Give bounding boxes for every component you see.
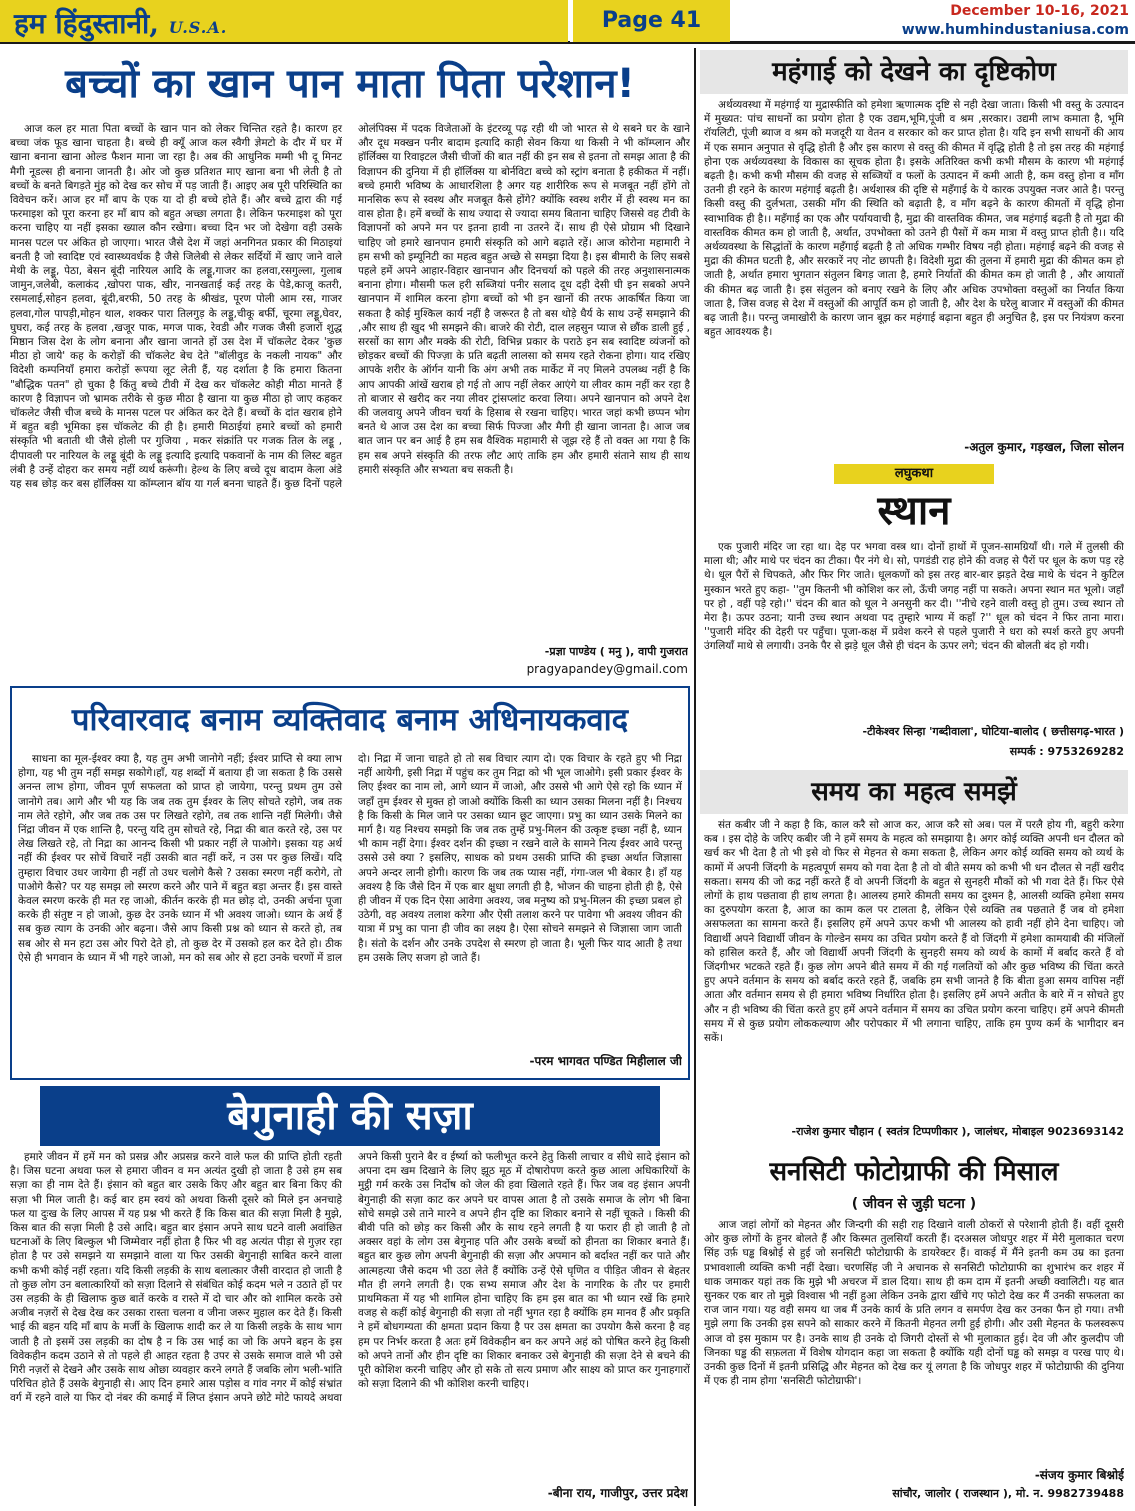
article-author: -टीकेश्वर सिन्हा 'गब्दीवाला', घोटिया-बालोद ( छत्तीसगढ़-भारत ) — [862, 725, 1124, 738]
article-author: -परम भागवत पण्डित मिहीलाल जी — [529, 1054, 682, 1068]
author-contact: सम्पर्क : 9753269282 — [1009, 745, 1124, 758]
article-title: समय का महत्व समझें — [700, 770, 1128, 814]
author-email[interactable]: pragyapandey@gmail.com — [526, 662, 688, 676]
article-text: हमारे जीवन में हमें मन को प्रसन्न और अप्रसन्न करने वाले फल की प्राप्ति होती रहती है। जिस घटना अथवा फल से हमारा जीवन व मन अत्यंत दुखी हो जाता है उसे हम सब सज़ा का ही नाम देते हैं। इंसान को बहुत बार उसके किए और बहुत बार बिना किए की सज़ा भी मिल जाती है। कई बार हम स्वयं को अथवा किसी दूसरे को मिले इन अनचाहे फल या दुःख के लिए आपस में यह प्रश्न भी करते हैं कि किस बात की सज़ा मिली है मुझे, किस बात की सज़ा मिली है उसे आदि। बहुत बार इंसान अपने साथ घटने वाली अवांछित घटनाओं के लिए बिल्कुल भी जिम्मेवार नहीं होता है फिर भी वह अत्यंत पीड़ा से गुज़र रहा होता है पर उसे समझने या समझाने वाला या फिर उसकी बेगुनाही साबित करने वाला कभी कभी कोई नहीं रहता। यदि किसी लड़की के साथ बलात्कार जैसी वारदात हो जाती है तो कुछ लोग उन बलात्कारियों को सज़ा दिलाने से संबंधित कोई कदम भले न उठाते हों पर उस लड़की के ही खिलाफ कुछ बातें करके व रास्ते में दो चार और को शामिल करके उसे अजीब नज़रों से देख देख कर उसका रास्ता चलना व जीना जरूर मुहाल कर देते हैं। किसी भाई की बहन यदि माँ बाप के मर्जी के खिलाफ शादी कर ले या किसी लड़के के साथ भाग जाती है तो इसमें उस लड़की का दोष है न कि उस भाई का जो कि अपने बहन के इस विवेकहीन कदम उठाने से तो पहले ही आहत रहता है उपर से उसके समाज वाले भी उसे गिरी नज़रों से देखने और उसके साथ ओछा व्यवहार करने लगते हैं जबकि लोग भली-भांति परिचित होते हैं उसके बेगुनाही से। आए दिन हमारे आस पड़ोस व गांव नगर में कोई संभ्रांत वर्ग में रहने वाले या फिर दो नंबर की कमाई में लिप्त इंसान अपने छोटे मोटे फायदे अथवा अपने किसी पुराने बैर व ईर्ष्या को फलीभूत करने हेतु किसी लाचार व सीधे सादे इंसान को अपना दम खम दिखाने के लिए झूठ मूठ में दोषारोपण करते कुछ आला अधिकारियों के मुट्ठी गर्म करके उस निर्दोष को जेल की हवा खिलाते रहते हैं। फिर जब वह इंसान अपनी बेगुनाही की सज़ा काट कर अपने घर वापस आता है तो उसके समाज के लोग भी बिना सोचे समझे उसे ताने मारने व अपने हीन दृष्टि का शिकार बनाने से नहीं चूकते । किसी की बीवी पति को छोड़ कर किसी और के साथ रहने लगती है या फरार ही हो जाती है तो अक्सर वहां के लोग उस बेगुनाह पति और उसके बच्चों को हीनता का शिकार बनाते हैं। बहुत बार कुछ लोग अपनी बेगुनाही की सज़ा और अपमान को बर्दाश्त नहीं कर पाते और आत्महत्या जैसे कदम भी उठा लेते हैं क्योंकि उन्हें ऐसे घृणित व पीड़ित जीवन से बेहतर मौत ही लगने लगती है। एक सभ्य समाज और देश के नागरिक के तौर पर हमारी प्राथमिकता में यह भी शामिल होना चाहिए कि हम इस बात का भी ध्यान रखें कि हमारे वजह से कहीं कोई बेगुनाही की सज़ा तो नहीं भुगत रहा है क्योंकि हम मानव हैं और प्रकृति ने हमें बोधगम्यता की क्षमता प्रदान किया है पर उस क्षमता का उपयोग कैसे करना है वह हम पर निर्भर करता है अतः हमें विवेकहीन बन कर अपने अहं को पोषित करने हेतु किसी को अपने तानों और हीन दृष्टि का शिकार बनाकर उसे बेगुनाही की सज़ा देने से बचने की पूरी कोशिश करनी चाहिए और हो सके तो सत्य प्रमाण और साक्ष्य को प्राप्त कर गुनाहगारों को सज़ा दिलाने की भी कोशिश करनी चाहिए। — [10, 1151, 690, 1405]
article-title: बच्चों का खान पान माता पिता परेशान! — [65, 61, 635, 107]
article-text: साधना का मूल-ईश्वर क्या है, यह तुम अभी जानोगे नहीं; ईश्वर प्राप्ति से क्या लाभ होगा, यह भी तुम नहीं समझ सकोगे।हाँ, यह शब्दों में बताया ही जा सकता है कि उससे अनन्त लाभ होगा, जीवन पूर्ण सफलता को प्राप्त हो जायेगा, परन्तु प्रथम तुम उसे जानोगे तब। आगे और भी यह कि जब तक तुम ईश्वर के लिए सोचते रहोगे, जब तक नाम लेते रहोगे, और जब तक उस पर लिखते रहोगे, तब तक शान्ति नहीं मिलेगी। जैसे निंद्रा जीवन में एक शान्ति है, परन्तु यदि तुम सोचते रहे, निद्रा की बात करते रहे, उस पर लेख लिखते रहे, तो निद्रा का आनन्द किसी भी प्रकार नहीं ले पाओगे। इसका यह अर्थ नहीं की ईश्वर पर सोचें विचारें नहीं उसकी बात नहीं करें, न उस पर कुछ लिखें। यदि तुम्हारा विचार उधर जायेगा ही नहीं तो उधर चलोगे कैसे ? उसका स्मरण नहीं करोगे, तो पाओगे कैसे? पर यह समझ लो स्मरण करने और पाने में बहुत बड़ा अन्तर हैं। इस वास्ते केवल स्मरण करके ही मत रह जाओ, कीर्तन करके ही मत छोड़ दो, उनकी अर्चना पूजा करके ही संतुष्ट न हो जाओ, कुछ देर उनके ध्यान में भी अवश्य जाओ। ध्यान के अर्थ हैं सब कुछ त्याग के उनकी ओर बढ़ना। जैसे आप किसी प्रश्न को ध्यान से करते हो, तब सब ओर से मन हटा उस ओर पिरो देते हो, तो कुछ देर में उसको हल कर देते हो। ठीक ऐसे ही भगवान के ध्यान में भी गहरे जाओ, मन को सब ओर से हटा उनके चरणों में डाल दो। निद्रा में जाना चाहते हो तो सब विचार त्याग दो। एक विचार के रहते हुए भी निद्रा नहीं आयेगी, इसी निद्रा में पहुंच कर तुम निद्रा को भी भूल जाओगे। इसी प्रकार ईश्वर के लिए ईश्वर का नाम लो, आगे ध्यान में जाओ, और उससे भी आगे ऐसे रहो कि ध्यान में जहाँ तुम ईश्वर से मुक्त हो जाओ क्योंकि किसी का ध्यान उसका मिलना नहीं है। निश्चय है कि किसी के मिल जाने पर उसका ध्यान छूट जाएगा। प्रभु का ध्यान उसके मिलने का मार्ग है। यह निश्चय समझो कि जब तक तुम्हें प्रभु-मिलन की उत्कृष्ट इच्छा नहीं है, ध्यान भी काम नहीं देगा। ईश्वर दर्शन की इच्छा न रखने वाले के सामने नित्य ईश्वर आवे परन्तु उससे उसे क्या ? इसलिए, साधक को प्रथम उसकी प्राप्ति की इच्छा अर्थात जिज्ञासा अपने अन्दर लानी होगी। कारण कि जब तक प्यास नहीं, गंगा-जल भी बेकार है। हाँ यह अवश्य है कि जैसे दिन में एक बार क्षुधा लगती ही है, भोजन की चाहना होती ही है, ऐसे ही जीवन में एक दिन ऐसा आवेगा अवश्य, जब मनुष्य को प्रभु-मिलन की इच्छा प्रबल हो उठेगी, वह अवश्य तलाश करेगा और ऐसी तलाश करने पर पावेगा भी अवश्य जीवन की यात्रा में प्रभु का पाना ही जीव का लक्ष्य है। ऐसा सोचने समझने से जिज्ञासा जाग जाती है। संतो के दर्शन और उनके उपदेश से स्मरण हो जाता है। भूली फिर याद आती है तथा हम उसके लिए सजग हो जाते हैं। — [18, 753, 682, 964]
article-body — [10, 122, 690, 642]
article-title: महंगाई को देखने का दृष्टिकोण — [700, 50, 1128, 94]
article-inflation — [700, 50, 1128, 460]
article-place-story — [700, 464, 1128, 766]
article-title: सनसिटी फोटोग्राफी की मिसाल — [769, 1157, 1059, 1187]
website-link[interactable]: www.humhindustaniusa.com — [901, 22, 1129, 38]
article-text: एक पुजारी मंदिर जा रहा था। देह पर भगवा वस्त्र था। दोनों हाथों में पूजन-सामग्रियाँ थी। गले में तुलसी की माला थी; और माथे पर चंदन का टीका। पैर नंगे थे। सो, पगडंडी राह होने की वजह से पैरों पर धूल के कण पड़ रहे थे। धूल पैरों से चिपकते, और फिर गिर जाते। धूलकणों को इस तरह बार-बार झड़ते देख माथे के चंदन ने कुटिल मुस्कान भरते हुए कहा- ''तुम कितनी भी कोशिश कर लो, ऊँची जगह नहीं पा सकते। अपना स्थान मत भूलो। जहाँ पर हो , वहीं पड़े रहो।'' चंदन की बात को धूल ने अनसुनी कर दी। ''नीचे रहने वाली वस्तु हो तुम। उच्च स्थान तो मेरा है। ऊपर उठना; यानी उच्च स्थान अथवा पद तुम्हारे भाग्य में कहाँ ?'' धूल को चंदन ने फिर ताना मारा। ''पुजारी मंदिर की देहरी पर पहुँचा। पूजा-कक्ष में प्रवेश करने से पहले पुजारी ने धरा को स्पर्श करते हुए अपनी उंगलियाँ माथे से लगायी। उनके पैर से झड़े धूल जैसे ही चंदन के ऊपर लगे; चंदन की बोलती बंद हो गयी। — [704, 541, 1124, 653]
article-title: परिवारवाद बनाम व्यक्तिवाद बनाम अधिनायकवाद — [71, 702, 629, 738]
article-author: -बीना राय, गाजीपुर, उत्तर प्रदेश — [547, 1486, 688, 1500]
article-body — [704, 98, 1124, 434]
issue-date: December 10-16, 2021 — [950, 3, 1129, 19]
article-title: स्थान — [877, 488, 951, 534]
article-author: -प्रज्ञा पाण्डेय ( मनु ), वापी गुजरात — [544, 645, 688, 658]
article-ideology — [10, 686, 690, 1080]
newspaper-title — [0, 0, 568, 42]
article-text: अर्थव्यवस्था में महंगाई या मुद्रास्फीति को हमेशा ऋणात्मक दृष्टि से नही देखा जाता। किसी भी वस्तु के उत्पादन में मुख्यत: पांच साधनों का प्रयोग होता है एक उद्यम,भूमि,पूंजी व श्रम ,सरकार। उद्यमी लाभ कमाता है, भूमि रॉयलिटी, पूंजी ब्याज व श्रम को मजदूरी या वेतन व सरकार को कर प्राप्त होता है। यदि इन सभी साधनों की आय में एक समान अनुपात से वृद्धि होती है और इस कारण से वस्तु की कीमत में वृद्धि होती है तो इस तरह की महंगाई होना एक अर्थव्यवस्था के विकास का सूचक होता है। इसके अतिरिक्त कभी कभी मौसम के कारण भी महंगाई बढ़ती है। कभी कभी मौसम की वजह से सब्जियों व फलों के उत्पादन में कमी आती है, कम वस्तु होना व माँग उतनी ही रहने के कारण महंगाई बढ़ती है। अर्थशास्त्र की दृष्टि से महँगाई के ये कारक उपयुक्त नजर आते है। परन्तु किसी वस्तु की दुर्लभता, उसकी माँग की स्थिति को बढ़ाती है, व माँग बढ़ने के कारण कीमतों में वृद्धि होना स्वाभाविक ही है।। महँगाई का एक और पर्यायवाची है, मुद्रा की वास्तविक कीमत, जब महंगाई बढ़ती है तो मुद्रा की वास्तविक कीमत कम हो जाती है, अर्थात, उपभोक्ता को उतने ही पैसों में कम मात्रा में वस्तु प्राप्त होती है।। यदि अर्थव्यवस्था के सिद्धांतों के कारण महँगाई बढ़ती है तो अधिक गम्भीर विषय नही होता। महंगाई बढ़ने की वजह से मुद्रा की कीमत घटती है, और सरकारें नए नोट छापती है। विदेशी मुद्रा की तुलना में हमारी मुद्रा की कीमत कम हो जाती है, अर्थात हमारा भुगतान संतुलन बिगड़ जाता है, हमारे निर्यातों की कीमत कम हो जाती है , और आयातों की कीमत बढ़ जाती है। इस संतुलन को बनाए रखने के लिए और अधिक उपभोक्ता वस्तुओं का निर्यात किया जाता है, जिस वजह से देश में वस्तुओं की आपूर्ति कम हो जाती है, और देश के घरेलु बाजार में वस्तुओं की कीमत बढ़ जाती है।। परन्तु जमाखोरी के कारण जान बूझ कर महंगाई बढ़ाना बहुत ही अनुचित है, इस पर नियंत्रण करना बहुत आवश्यक है। — [704, 99, 1124, 339]
article-title: बेगुनाही की सज़ा — [40, 1086, 660, 1146]
article-suncity-photography — [700, 1152, 1128, 1506]
article-subtitle: ( जीवन से जुड़ी घटना ) — [851, 1196, 977, 1212]
article-body — [704, 818, 1124, 1120]
issue-info — [902, 2, 1129, 40]
article-author: -राजेश कुमार चौहान ( स्वतंत्र टिप्पणीकार ), जालंधर, मोबाइल 9023693142 — [791, 1125, 1124, 1138]
page-number: Page 41 — [570, 0, 730, 42]
story-kicker: लघुकथा — [834, 464, 994, 484]
article-value-of-time — [700, 770, 1128, 1148]
article-author: -अतुल कुमार, गड़खल, जिला सोलन — [964, 440, 1124, 454]
author-address: सांचौर, जालोर ( राजस्थान ), मो. न. 9982739488 — [892, 1487, 1124, 1500]
article-body — [704, 540, 1124, 720]
article-children-food — [10, 50, 690, 682]
article-text: आज कल हर माता पिता बच्चों के खान पान को लेकर चिन्तित रहते है। कारण हर बच्चा जंक फूड खाना चाहता है। बच्चे ही क्यूँ आज कल स्वैगी ज्ञेमटो के दौर में घर में खाना बनाना खाना ओल्ड फैशन माना जा रहा है। अब की आधुनिक मम्मी भी दू मिनट मैगी नूडल्स ही बनाना जानती है। ओर जो कुछ प्रतिशत माए खाना बना भी लेती है तो बच्चों के बनते बिगड़ते मुंह को देख कर सोच में पड़ जाती हैं। आइए अब पूरी परिस्थिति का विवेचन करें। आज हर माँ बाप के एक या दो ही बच्चे होते हैं। और बच्चे द्वारा की गई फरमाइश को पूरा करना हर माँ बाप को बहुत अच्छा लगता है। लेकिन फरमाइश को पूरा करना चाहिए या नहीं इसका ख्याल कौन रखेगा। बच्चा दिन भर जो देखेगा वही उसके मानस पटल पर अंकित हो जाएगा। भारत जैसे देश में जहां अनगिनत प्रकार की मिठाइयां बनती है जो स्वादिष्ट एवं स्वास्थ्यवर्धक है जैसे जिलेबी से लेकर सर्दियों में खाए जाने वाले मेथी के लड्डू, पेठा, बेसन बूंदी नारियल आदि के लड्डू,गाजर का हलवा,रसगुल्ला, गुलाब जामुन,जलेबी, कलाकंद ,खोपरा पाक, खीर, नानखताई कई तरह के पेडे,काजू कतरी, रसमलाई,सोहन हलवा, बूंदी,बरफी, 50 तरह के श्रीखंड, पूरण पोली आम रस, गाजर हलवा,गोल पापड़ी,मोहन थाल, शक्कर पारा तिलगुड़ के लड्डू,चीकू बर्फी, चूरमा लड्डू,घेवर, घुघरा, कई तरह के हलवा ,खजूर पाक, मगज पाक, रेवडी और गजक जैसी हजारों शुद्ध मिष्ठान जिस देश के लोग बनाना और खाना जानते हों उस देश में चॉकलेट देकर 'कुछ मीठा हो जाये' कह के करोड़ों की चॉकलेट बेच देते "बॉलीवुड के नकली नायक" और विदेशी कम्पनियाँ हमारा करोड़ों रूपया लूट लेती हैं, यह दर्शाता है कि हमारा कितना "बौद्धिक पतन" हो चुका है किंतु बच्चे टीवी में देख कर चॉकलेट कोही मीठा मानते हैं कारण है विज्ञापन जो भ्रामक तरीके से कुछ मीठा है खाना या कुछ मीठा हो जाए कहकर चॉकलेट जैसी चीज बच्चे के मानस पटल पर अंकित कर देते हैं। बच्चों के दांत खराब होने में बहुत बड़ी भूमिका इस चॉकलेट की ही है। हमारी मिठाईयां हमारे बच्चों को हमारी संस्कृति भी बताती थी जैसे होली पर गुजिया , मकर संक्रांति पर गजक तिल के लड्डू , दीपावली पर नारियल के लड्डू बूंदी के लड्डू इत्यादि इत्यादि पकवानों के नाम की लिस्ट बहुत लंबी है उन्हें दोहरा कर समय नहीं व्यर्थ करूंगी। हेल्थ के लिए बच्चे दूध बादाम केला अंडे यह सब छोड़ कर बस हॉर्लिक्स या कॉम्प्लान बॉय या गर्ल बनना चाहते हैं। कुछ दिनों पहले ओलंपिक्स में पदक विजेताओं के इंटरव्यू पढ़ रही थी जो भारत से थे सबने घर के खाने और दूध मक्खन पनीर बादाम इत्यादि काही सेवन किया था किसी ने भी कॉम्प्लान और हॉर्लिक्स या रिवाइटल जैसी चीजों की बात नहीं की इन सब से इतना तो समझ आता है की विज्ञापन की दुनिया में ही हॉर्लिक्स या बोर्नविटा बच्चे को स्ट्रांग बनाता है हकीकत में नहीं। बच्चे हमारी भविष्य के आधारशिला है अगर यह शारीरिक रूप से मजबूत नहीं होंगे तो मानसिक रूप से स्वस्थ और मजबूत कैसे होंगे? क्योंकि स्वस्थ शरीर में ही स्वस्थ मन का वास होता है। हमें बच्चों के साथ ज्यादा से ज्यादा समय बिताना चाहिए जिससे वह टीवी के विज्ञापनों को अपने मन पर इतना हावी ना उतरने दें। साथ ही ऐसे प्रोग्राम भी दिखाने चाहिए जो हमारे खानपान हमारी संस्कृति को आगे बढ़ाते रहें। आज कोरोना महामारी ने हम सभी को इम्यूनिटी का महत्व बहुत अच्छे से समझा दिया है। इस बीमारी के लिए सबसे पहले हमें अपने आहार-विहार खानपान और दिनचर्या को पहले की तरह अनुशासनात्मक बनाना होगा। मौसमी फल हरी सब्जियां पनीर सलाद दूध दही देसी घी इन सबको अपने खानपान में शामिल करना होगा बच्चों को भी इन खानों की तरफ आकर्षित किया जा सकता है कोई मुश्किल कार्य नहीं है जरूरत है तो बस थोड़े धैर्य के साथ उन्हें समझाने की ,और साथ ही खुद भी समझने की। बाजरे की रोटी, दाल लहसुन प्याज से छौंक डाली हुई , सरसों का साग और मक्के की रोटी, विभिन्न प्रकार के पराठे इन सब स्वादिष्ट व्यंजनों को छोड़कर बच्चों की पिज्ज़ा के प्रति बढ़ती लालसा को समय रहते रोकना होगा। याद रखिए आपके शरीर के ऑर्गन यानी कि अंग अभी तक मार्केट में नए मिलने उपलब्ध नहीं है कि आप आपकी आंखें खराब हो गई तो आप नहीं लेकर आएंगे या लीवर काम नहीं कर रहा है तो बाजार से खरीद कर नया लीवर ट्रांसप्लांट करवा लिया। अपने खानपान को अपने देश की जलवायु अपने जीवन चर्या के हिसाब से रखना चाहिए। भारत जहां कभी छप्पन भोग बनते थे आज उस देश का बच्चा सिर्फ पिज्जा और मैगी ही खाना जानता है। आज जब बात जान पर बन आई है हम सब वैश्विक महामारी से जूझ रहे हैं तो वक्त आ गया है कि हम सब अपने संस्कृति की तरफ लौट आएं ताकि हम और हमारी संताने साथ ही साथ हमारी संस्कृति और सभ्यता बच सकती है। — [10, 123, 690, 491]
masthead-title: हम हिंदुस्तानी, — [14, 7, 159, 40]
article-innocent-punishment — [10, 1086, 690, 1506]
article-body — [18, 752, 682, 1048]
article-body — [704, 1218, 1124, 1462]
column-divider — [694, 48, 696, 1506]
article-body — [10, 1150, 690, 1482]
masthead — [0, 0, 1135, 44]
article-text: संत कबीर जी ने कहा है कि, काल करै सो आज कर, आज करै सो अब। पल में परलै होय गी, बहुरी करेगा कब । इस दोहे के जरिए कबीर जी ने हमें समय के महत्व को समझाया है। अगर कोई व्यक्ति अपनी धन दौलत को खर्च कर भी देता है तो भी इसे वो फिर से मेहनत से कमा सकता है, लेकिन अगर कोई व्यक्ति समय को व्यर्थ के कामों में अपनी जिंदगी के महत्वपूर्ण समय को गवा देता है तो वो बीते समय को कभी भी धन दौलत से नहीं खरीद सकता। समय की जो कद्र नहीं करते हैं वो अपनी जिंदगी के बहुत से सुनहरी मौकों को भी गवा देते हैं। फिर ऐसे लोगों के हाथ पछतावा ही हाथ लगता है। आलस्य हमारे कीमती समय का दुश्मन है, आलसी व्यक्ति हमेशा समय का दुरुपयोग करता है, आज का काम कल पर टालता है, लेकिन ऐसे व्यक्ति तब पछताते हैं जब वो हमेशा असफलता का सामना करते हैं। इसलिए हमें अपने ऊपर कभी भी आलस्य को हावी नहीं होने देना चाहिए। जो विद्यार्थी अपने विद्यार्थी जीवन के गोल्डेन समय का उचित प्रयोग करते हैं वो जिंदगी में हमेशा कामयाबी की मंजिलों को हासिल करते हैं, और जो विद्यार्थी अपनी जिंदगी के सुनहरी समय को व्यर्थ के कामों में बर्बाद करते हैं वो जिंदगीभर भटकते रहते हैं। कुछ लोग अपने बीते समय में की गई गलतियों को और कुछ भविष्य की चिंता करते हुए अपने वर्तमान के समय को बर्बाद करते रहते हैं, जबकि हम सभी जानते है कि बीता हुआ समय वापिस नहीं आता और वर्तमान समय से ही हमारा भविष्य निर्धारित होता है। इसलिए हमें अपने अतीत के बारे में न सोचते हुए और न ही भविष्य की चिंता करते हुए हमें अपने वर्तमान में समय का उचित प्रयोग करना चाहिए। हमें अपने कीमती समय में से कुछ प्रयोग लोककल्याण और परोपकार में भी लगाना चाहिए, ताकि हम पुण्य कर्म के भागीदार बन सकें। — [704, 819, 1124, 1045]
masthead-usa: U.S.A. — [168, 18, 228, 37]
article-text: आज जहां लोगों को मेहनत और जिन्दगी की सही राह दिखाने वाली ठोकरों से परेशानी होती हैं। वहीं दूसरी ओर कुछ लोगों के हुनर बोलते हैं और किस्मत तुलसियाँ करती हैं। दरअसल जोधपुर शहर में मेरी मुलाकात चरण सिंह उर्फ़ घड्ढ बिश्नोई से हुई जो सनसिटी फोटोग्राफी के डायरेक्टर हैं। वाकई में मैंने इतनी कम उम्र का इतना प्रभावशाली व्यक्ति कभी नहीं देखा। चरणसिंह जी ने अचानक से सनसिटी फोटोग्राफी का शुभारंभ कर शहर में धाक जमाकर यहां तक कि मुझे भी अचरज में डाल दिया। साथ ही कम दाम में इतनी अच्छी क्वालिटी। यह बात सुनकर एक बार तो मुझे विश्वास भी नहीं हुआ लेकिन उनके द्वारा खींचे गए फोटो देख कर मैं उनकी सफलता का राज जान गया। यह वही समय था जब मैं उनके कार्य के प्रति लगन व समर्पण देख कर उनका फैन हो गया। तभी मुझे लगा कि उनकी इस सपने को साकार करने में कितनी मेहनत लगी हुई होगी। और उसी मेहनत के फलस्वरूप आज वो इस मुकाम पर है। उनके साथ ही उनके दो जिगरी दोस्तों से भी मुलाकात हुई। देव जी और कुलदीप जी जिनका घड्ढ की सफ़लता में विशेष योगदान कहा जा सकता है क्योंकि यही दोनों घड्ढ को समझ व परख पाए थे। उनकी कुछ दिनों में इतनी प्रसिद्धि और मेहनत को देख कर यूं लगता है कि जोधपुर शहर में फोटोग्राफी की दुनिया में एक ही नाम होगा 'सनसिटी फोटोग्राफी'। — [704, 1219, 1124, 1388]
article-author: -संजय कुमार बिश्नोई — [1034, 1468, 1124, 1482]
